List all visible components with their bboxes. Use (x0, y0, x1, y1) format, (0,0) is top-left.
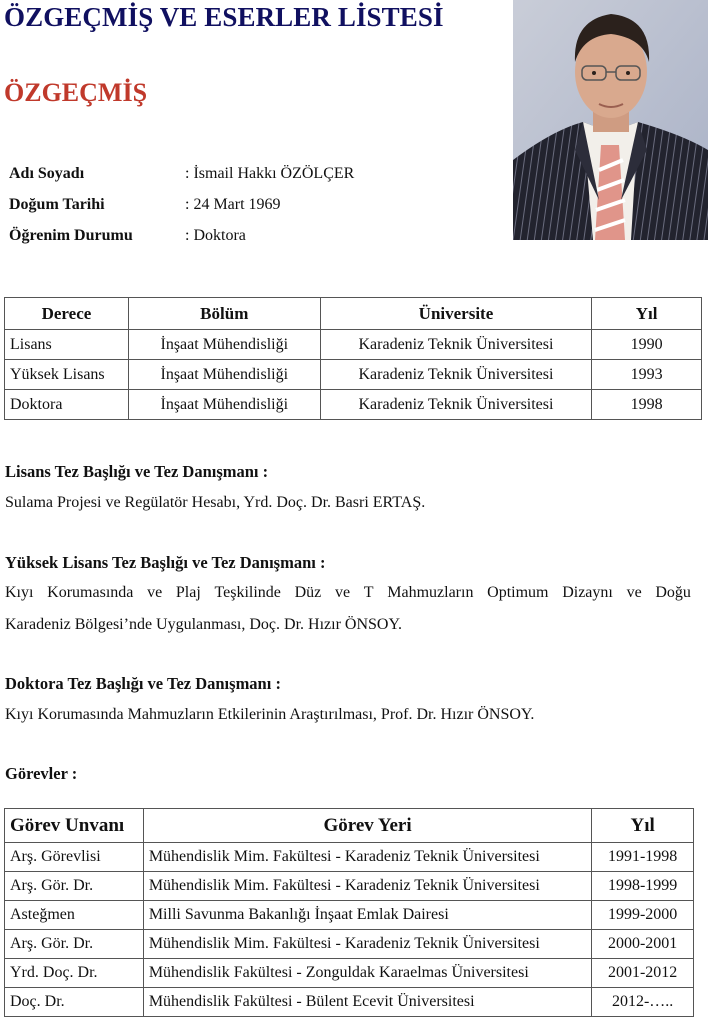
table-cell: Yrd. Doç. Dr. (5, 959, 144, 988)
table-cell: İnşaat Mühendisliği (128, 360, 320, 390)
education-table (4, 297, 702, 420)
table-cell: Asteğmen (5, 901, 144, 930)
thesis-word: Korumasında (47, 584, 134, 601)
table-cell: Milli Savunma Bakanlığı İnşaat Emlak Dairesi (143, 901, 591, 930)
table-cell: İnşaat Mühendisliği (128, 330, 320, 360)
table-cell: Lisans (5, 330, 129, 360)
table-row (5, 330, 702, 360)
info-label: Doğum Tarihi (9, 196, 105, 213)
table-cell: 2000-2001 (592, 930, 694, 959)
portrait-photo (513, 0, 708, 240)
table-row (5, 843, 694, 872)
table-cell: İnşaat Mühendisliği (128, 390, 320, 420)
table-cell: 1998 (592, 390, 702, 420)
thesis-word: Kıyı (5, 584, 34, 601)
thesis-text-yuksek-lisans-line2: Karadeniz Bölgesi’nde Uygulanması, Doç. Dr. Hızır ÖNSOY. (5, 616, 402, 633)
table-cell: Mühendislik Mim. Fakültesi - Karadeniz Teknik Üniversitesi (143, 843, 591, 872)
table-cell: Arş. Gör. Dr. (5, 872, 144, 901)
thesis-word: Optimum (487, 584, 549, 601)
column-header: Yıl (592, 809, 694, 843)
table-row (5, 988, 694, 1017)
table-cell: 1999-2000 (592, 901, 694, 930)
thesis-word: Teşkilinde (214, 584, 281, 601)
table-row (5, 872, 694, 901)
table-cell: Mühendislik Mim. Fakültesi - Karadeniz Teknik Üniversitesi (143, 930, 591, 959)
table-cell: Arş. Gör. Dr. (5, 930, 144, 959)
column-header: Derece (5, 298, 129, 330)
thesis-text-doktora: Kıyı Korumasında Mahmuzların Etkilerinin Araştırılması, Prof. Dr. Hızır ÖNSOY. (5, 706, 535, 723)
table-row (5, 360, 702, 390)
table-cell: Karadeniz Teknik Üniversitesi (320, 330, 592, 360)
thesis-word: Dizaynı (562, 584, 613, 601)
portrait-photo-icon (513, 0, 708, 240)
table-cell: 1990 (592, 330, 702, 360)
info-value: : Doktora (185, 227, 246, 244)
section-title-ozgecmis: ÖZGEÇMİŞ (4, 78, 148, 107)
info-row-education (9, 227, 246, 245)
thesis-heading-lisans: Lisans Tez Başlığı ve Tez Danışmanı : (5, 462, 269, 481)
table-cell: 1991-1998 (592, 843, 694, 872)
info-value: : 24 Mart 1969 (185, 196, 281, 213)
table-row (5, 901, 694, 930)
table-cell: Karadeniz Teknik Üniversitesi (320, 390, 592, 420)
table-cell: Mühendislik Mim. Fakültesi - Karadeniz Teknik Üniversitesi (143, 872, 591, 901)
info-row-name (9, 165, 354, 183)
thesis-heading-yuksek-lisans: Yüksek Lisans Tez Başlığı ve Tez Danışmanı : (5, 553, 326, 572)
table-cell: Doç. Dr. (5, 988, 144, 1017)
column-header: Üniversite (320, 298, 592, 330)
table-row (5, 390, 702, 420)
table-cell: Mühendislik Fakültesi - Zonguldak Karaelmas Üniversitesi (143, 959, 591, 988)
table-cell: 1998-1999 (592, 872, 694, 901)
table-cell: 2012-….. (592, 988, 694, 1017)
thesis-word: ve (334, 584, 351, 601)
column-header: Yıl (592, 298, 702, 330)
table-row (5, 959, 694, 988)
table-cell: Doktora (5, 390, 129, 420)
info-row-birthdate (9, 196, 281, 214)
thesis-word: Plaj (175, 584, 201, 601)
table-row (5, 930, 694, 959)
table-header-row (5, 298, 702, 330)
table-cell: 1993 (592, 360, 702, 390)
jobs-heading: Görevler : (5, 764, 78, 783)
table-cell: 2001-2012 (592, 959, 694, 988)
info-value: : İsmail Hakkı ÖZÖLÇER (185, 165, 355, 182)
column-header: Görev Yeri (143, 809, 591, 843)
table-cell: Mühendislik Fakültesi - Bülent Ecevit Üniversitesi (143, 988, 591, 1017)
info-label: Öğrenim Durumu (9, 227, 133, 244)
table-header-row (5, 809, 694, 843)
column-header: Bölüm (128, 298, 320, 330)
thesis-word: T (363, 584, 374, 601)
table-cell: Karadeniz Teknik Üniversitesi (320, 360, 592, 390)
jobs-table (4, 808, 694, 1017)
table-cell: Yüksek Lisans (5, 360, 129, 390)
thesis-word: Düz (294, 584, 322, 601)
thesis-text-yuksek-lisans-line1 (5, 584, 691, 602)
table-cell: Arş. Görevlisi (5, 843, 144, 872)
column-header: Görev Unvanı (5, 809, 144, 843)
document-title: ÖZGEÇMİŞ VE ESERLER LİSTESİ (4, 2, 444, 32)
thesis-word: Doğu (655, 584, 691, 601)
thesis-text-lisans: Sulama Projesi ve Regülatör Hesabı, Yrd. Doç. Dr. Basri ERTAŞ. (5, 494, 426, 511)
thesis-word: Mahmuzların (387, 584, 474, 601)
info-label: Adı Soyadı (9, 165, 85, 182)
thesis-word: ve (147, 584, 163, 601)
thesis-heading-doktora: Doktora Tez Başlığı ve Tez Danışmanı : (5, 674, 281, 693)
thesis-word: ve (626, 584, 642, 601)
